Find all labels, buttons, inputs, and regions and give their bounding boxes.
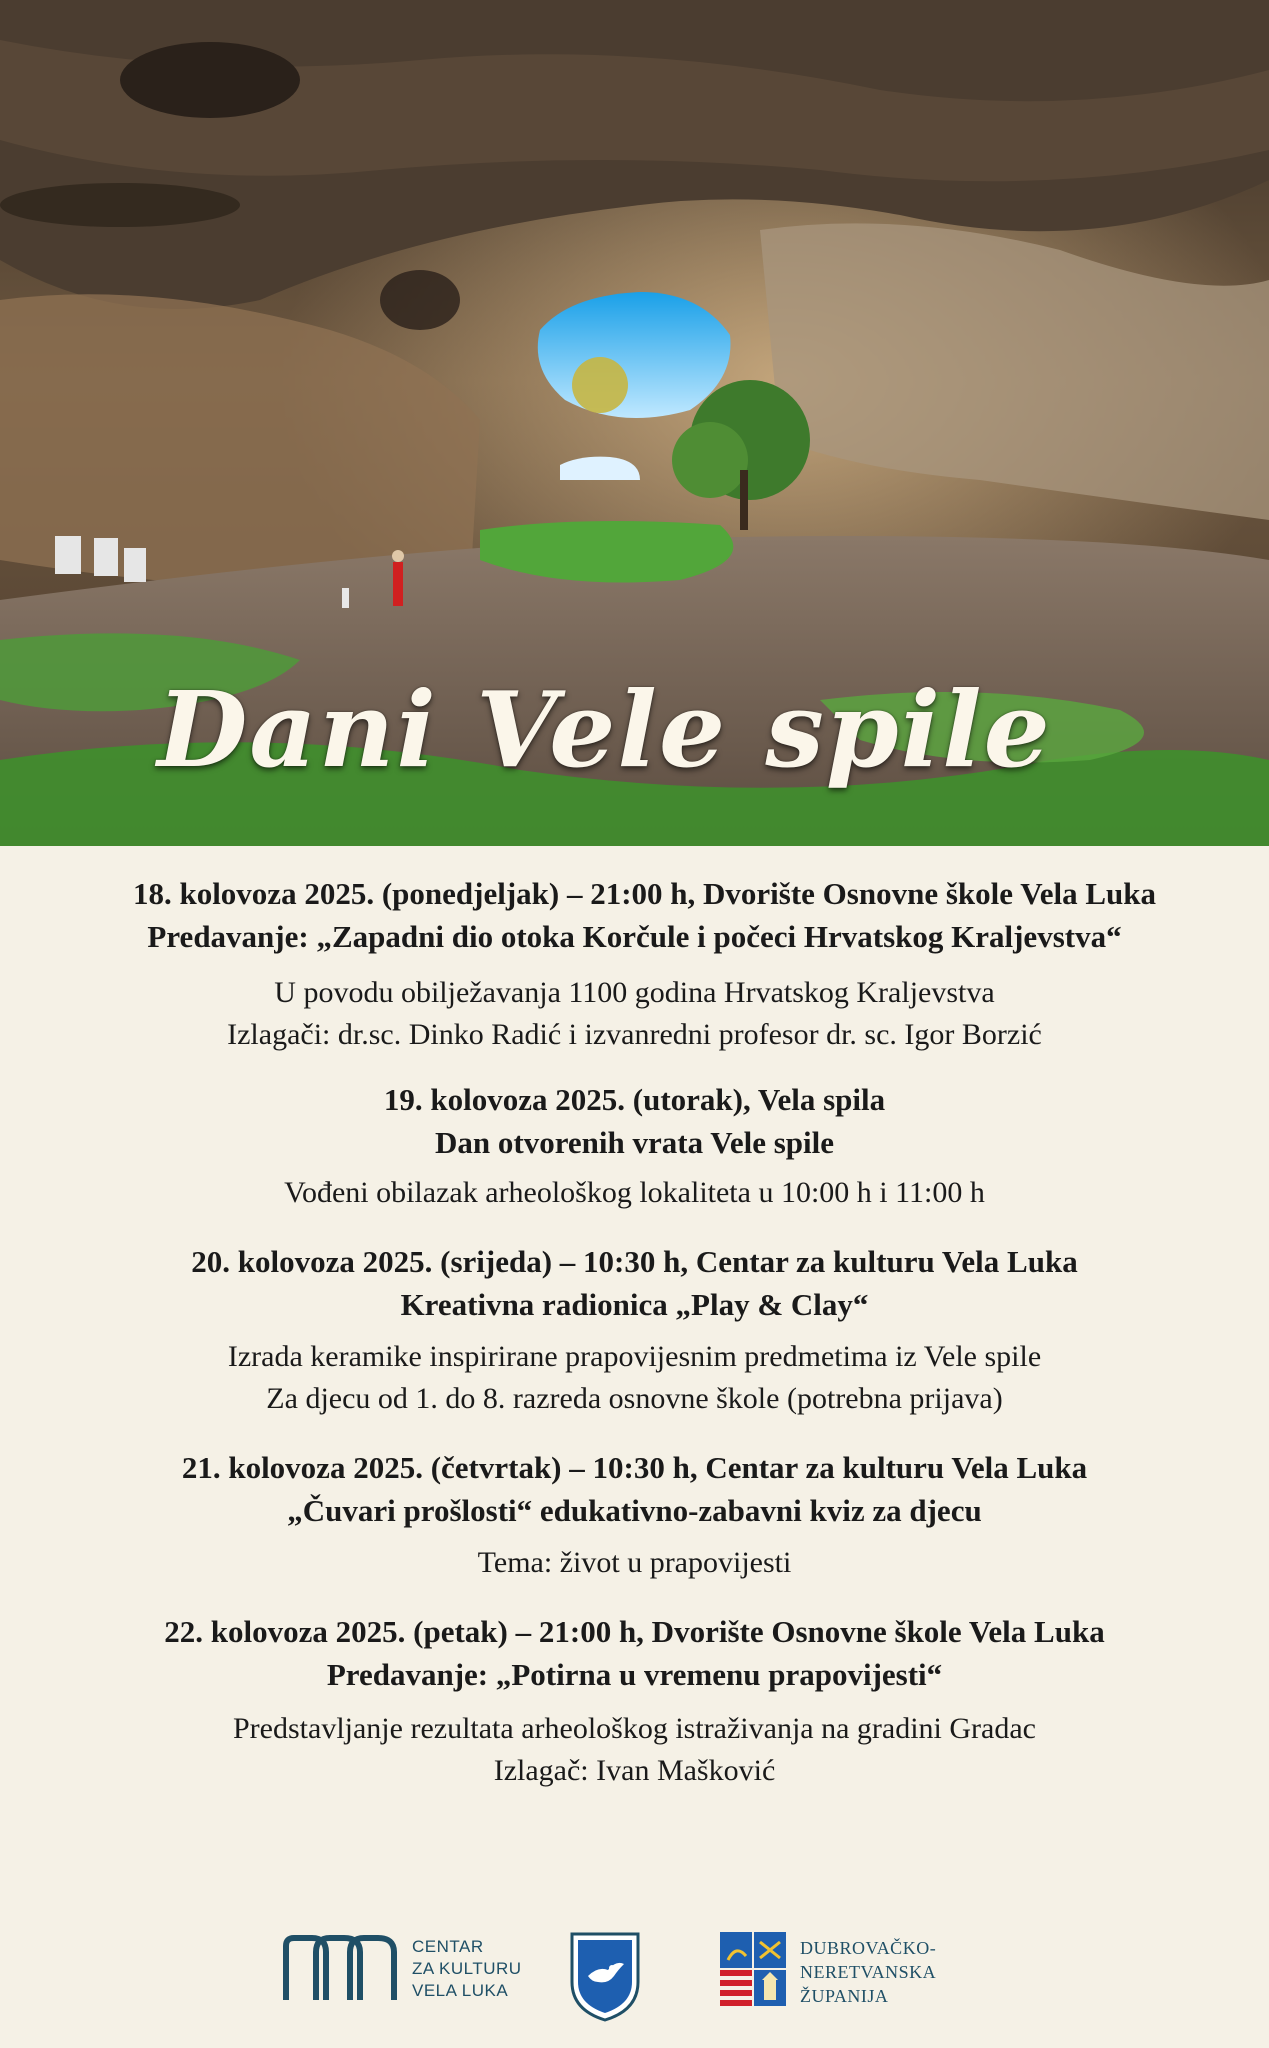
event-item (0, 1240, 1269, 1420)
centre-culture-logo-icon (282, 1934, 400, 2002)
event-heading (0, 1446, 1269, 1532)
event-date-location: 19. kolovoza 2025. (utorak), Vela spila (383, 1082, 886, 1117)
county-line: ŽUPANIJA (800, 1986, 889, 2006)
event-heading (0, 872, 1269, 958)
event-item (0, 1610, 1269, 1792)
county-line: NERETVANSKA (800, 1962, 937, 1982)
event-detail-line: U povodu obilježavanja 1100 godina Hrvatskog Kraljevstva (274, 976, 995, 1009)
municipality-shield-icon (568, 1930, 642, 2024)
event-details (0, 1708, 1269, 1792)
centre-logo-line: CENTAR (412, 1937, 484, 1956)
county-line: DUBROVAČKO- (800, 1938, 937, 1958)
event-item (0, 1078, 1269, 1214)
event-detail-line: Za djecu od 1. do 8. razreda osnovne škole (potrebna prijava) (266, 1382, 1003, 1415)
event-detail-line: Tema: život u prapovijesti (477, 1546, 792, 1579)
event-detail-line: Vođeni obilazak arheološkog lokaliteta u 10:00 h i 11:00 h (284, 1176, 985, 1209)
event-details (0, 1542, 1269, 1584)
centre-logo-line: VELA LUKA (412, 1981, 509, 2000)
event-heading (0, 1078, 1269, 1164)
footer-logos (0, 1920, 1269, 2015)
event-date-location: 22. kolovoza 2025. (petak) – 21:00 h, Dvorište Osnovne škole Vela Luka (164, 1614, 1105, 1649)
event-title: „Čuvari prošlosti“ edukativno-zabavni kviz za djecu (287, 1493, 982, 1528)
centre-culture-name (412, 1936, 522, 2002)
event-title: Predavanje: „Potirna u vremenu prapovijesti“ (326, 1657, 943, 1692)
poster-title: Dani Vele spile (157, 668, 1052, 791)
event-item (0, 1446, 1269, 1584)
event-detail-line: Izrada keramike inspirirane prapovijesnim predmetima iz Vele spile (227, 1340, 1042, 1373)
event-program (0, 872, 1269, 1812)
county-name (800, 1936, 936, 2008)
event-details (0, 1336, 1269, 1420)
event-date-location: 20. kolovoza 2025. (srijeda) – 10:30 h, Centar za kulturu Vela Luka (191, 1244, 1078, 1279)
event-heading (0, 1240, 1269, 1326)
event-title: Predavanje: „Zapadni dio otoka Korčule i počeci Hrvatskog Kraljevstva“ (147, 919, 1122, 954)
event-item (0, 872, 1269, 1056)
county-crest-icon (718, 1930, 788, 2010)
event-detail-line: Izlagač: Ivan Mašković (493, 1754, 776, 1787)
event-heading (0, 1610, 1269, 1696)
event-title: Kreativna radionica „Play & Clay“ (400, 1287, 869, 1322)
event-details (0, 1172, 1269, 1214)
event-detail-line: Predstavljanje rezultata arheološkog istraživanja na gradini Gradac (233, 1712, 1036, 1745)
event-date-location: 18. kolovoza 2025. (ponedjeljak) – 21:00 h, Dvorište Osnovne škole Vela Luka (132, 876, 1157, 911)
event-title: Dan otvorenih vrata Vele spile (435, 1125, 834, 1160)
event-details (0, 972, 1269, 1056)
event-detail-line: Izlagači: dr.sc. Dinko Radić i izvanredni profesor dr. sc. Igor Borzić (227, 1018, 1042, 1051)
hero-cave-photo (0, 0, 1269, 846)
event-date-location: 21. kolovoza 2025. (četvrtak) – 10:30 h, Centar za kulturu Vela Luka (181, 1450, 1088, 1485)
centre-logo-line: ZA KULTURU (412, 1959, 522, 1978)
